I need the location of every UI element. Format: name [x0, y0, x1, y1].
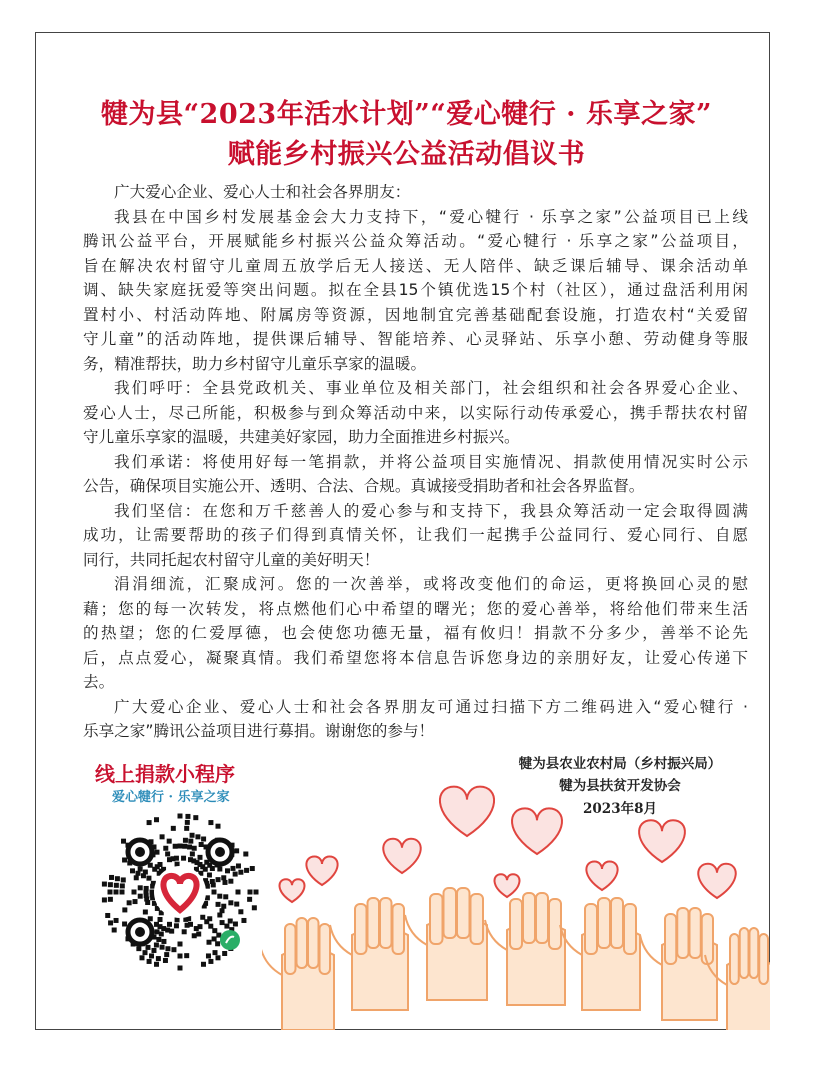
heart-icon — [383, 839, 420, 873]
paragraph-line: 广大爱心企业、爱心人士和社会各界朋友可通过扫描下方二维码进入“爱心犍行 · — [114, 697, 748, 716]
paragraph-line: 我县在中国乡村发展基金会大力支持下，“爱心犍行 · 乐享之家”公益项目已上线 — [114, 207, 748, 226]
paragraph — [83, 180, 748, 205]
paragraph-line: 藉；您的每一次转发，将点燃他们心中希望的曙光；您的爱心善举，将给他们带来生活 — [83, 599, 748, 618]
paragraph-line: 爱心人士，尽己所能，积极参与到众筹活动中来，以实际行动传承爱心，携手帮扶农村留 — [83, 403, 748, 422]
paragraph-line: 去。 — [83, 673, 115, 691]
hand-icon — [640, 908, 717, 1020]
heart-icon — [280, 879, 305, 902]
qr-title: 线上捐款小程序 — [95, 762, 235, 786]
document-title-line1: 犍为县“2023年活水计划”“爱心犍行 · 乐享之家” — [101, 99, 712, 130]
paragraph-line: 守儿童乐享家的温暖，共建美好家园，助力全面推进乡村振兴。 — [83, 428, 520, 446]
hand-icon — [560, 898, 640, 1010]
paragraph-line: 同行，共同托起农村留守儿童的美好明天！ — [83, 550, 380, 569]
paragraph-line: 我们呼吁：全县党政机关、事业单位及相关部门，社会组织和社会各界爱心企业、 — [114, 379, 748, 397]
signature-date: 2023年8月 — [583, 801, 657, 817]
paragraph-line: 的热望；您的仁爱厚德，也会使您功德无量，福有攸归！捐款不分多少，善举不论先 — [83, 624, 748, 642]
hand-icon — [485, 893, 565, 1005]
paragraph-line: 公告，确保项目实施公开、透明、合法、合规。真诚接受捐助者和社会各界监督。 — [83, 477, 645, 495]
paragraph-line: 乐享之家”腾讯公益项目进行募捐。谢谢您的参与！ — [83, 722, 435, 740]
paragraph — [83, 499, 748, 573]
signature-org1: 犍为县农业农村局（乡村振兴局） — [518, 756, 722, 772]
paragraph — [83, 695, 748, 744]
paragraph-line: 我们坚信：在您和万千慈善人的爱心参与和支持下，我县众筹活动一定会取得圆满 — [114, 501, 748, 520]
mini-program-icon — [220, 930, 240, 950]
paragraph-line: 调、缺失家庭抚爱等突出问题。拟在全县15个镇优选15个村（社区），通过盘活利用闲 — [83, 281, 748, 299]
hand-icon — [262, 918, 334, 1030]
paragraph-line: 我们承诺：将使用好每一笔捐款，并将公益项目实施情况、捐款使用情况实时公示 — [114, 452, 748, 471]
paragraph-line: 腾讯公益平台，开展赋能乡村振兴公益众筹活动。“爱心犍行 · 乐享之家”公益项目， — [83, 232, 748, 250]
hand-icon — [405, 888, 487, 1000]
heart-icon — [306, 857, 337, 886]
paragraph-line: 后，点点爱心，凝聚真情。我们希望您将本信息告诉您身边的亲朋好友，让爱心传递下 — [83, 648, 748, 667]
paragraph-line: 置村小、村活动阵地、附属房等资源，因地制宜完善基础配套设施，打造农村“关爱留 — [83, 305, 748, 324]
paragraph-line: 涓涓细流，汇聚成河。您的一次善举，或将改变他们的命运，更将换回心灵的慰 — [114, 575, 748, 593]
paragraph-line: 广大爱心企业、爱心人士和社会各界朋友： — [114, 183, 411, 201]
paragraph-line: 务，精准帮扶，助力乡村留守儿童乐享家的温暖。 — [83, 354, 427, 373]
document-body — [83, 180, 748, 744]
heart-icon — [639, 820, 685, 862]
qr-subtitle: 爱心犍行 · 乐享之家 — [112, 790, 230, 805]
signature-org2: 犍为县扶贫开发协会 — [559, 778, 681, 794]
heart-icon — [698, 864, 735, 898]
paragraph-line: 成功，让需要帮助的孩子们得到真情关怀，让我们一起携手公益同行、爱心同行、自愿 — [83, 526, 748, 544]
paragraph-line: 旨在解决农村留守儿童周五放学后无人接送、无人陪伴、缺乏课后辅导、课余活动单 — [83, 256, 748, 275]
heart-icon — [495, 874, 520, 897]
document-title-line2: 赋能乡村振兴公益活动倡议书 — [227, 139, 586, 170]
paragraph — [83, 450, 748, 499]
heart-icon — [586, 862, 617, 891]
paragraph — [83, 376, 748, 450]
paragraph — [83, 205, 748, 377]
paragraph — [83, 572, 748, 695]
paragraph-line: 守儿童”的活动阵地，提供课后辅导、智能培养、心灵驿站、乐享小憩、劳动健身等服 — [83, 330, 748, 348]
hand-icon — [330, 898, 408, 1010]
qr-code[interactable] — [100, 812, 260, 972]
